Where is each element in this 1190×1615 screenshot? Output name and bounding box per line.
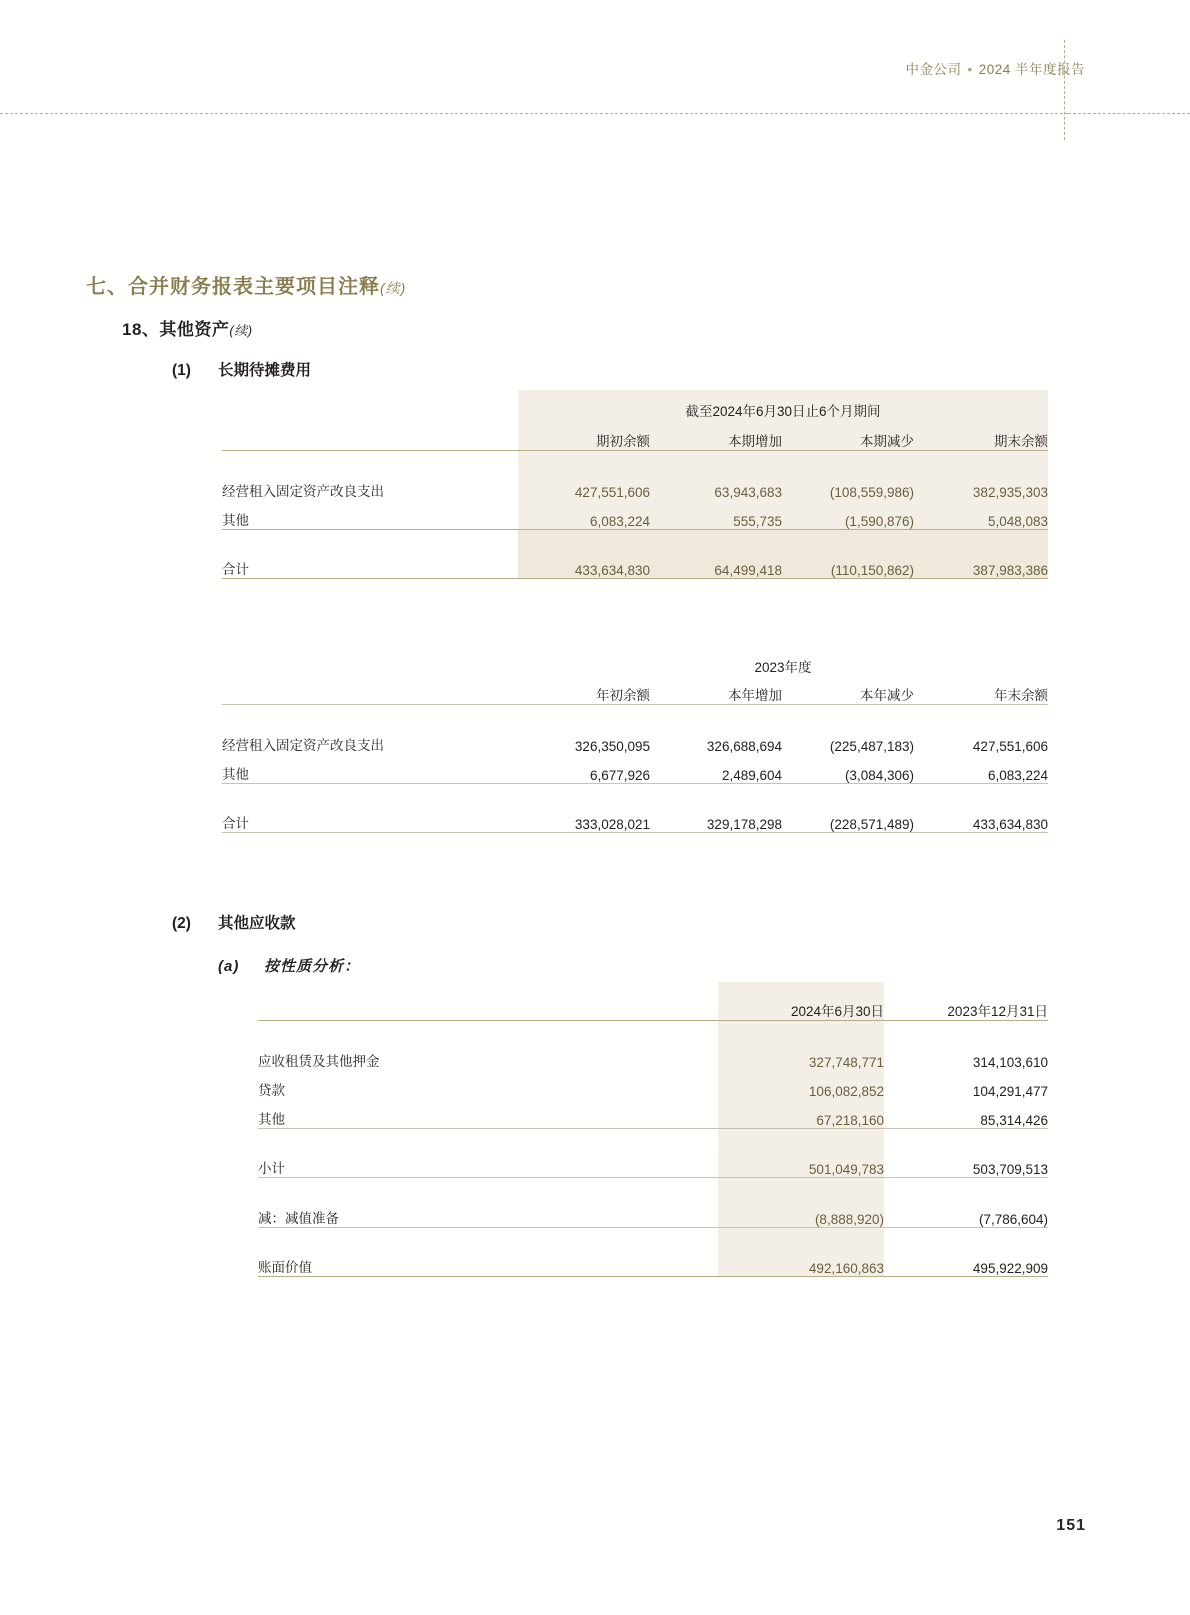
table-row — [222, 804, 1048, 833]
table1-total-val-1: 64,499,418 — [650, 550, 782, 579]
header-corner-rule — [1064, 40, 1065, 140]
table3-row-1-val-0: 106,082,852 — [718, 1070, 884, 1099]
table1-row-0-val-3: 382,935,303 — [914, 471, 1048, 500]
table3-row-2-val-0: 67,218,160 — [718, 1099, 884, 1128]
table1-row-1-val-2: (1,590,876) — [782, 500, 914, 529]
subsection-heading — [122, 315, 253, 340]
table-spacer — [222, 783, 1048, 804]
table-spacer — [222, 451, 1048, 472]
table1-span-header: 截至2024年6月30日止6个月期间 — [518, 390, 1048, 420]
table-row — [258, 1248, 1048, 1277]
table2-col-0: 年初余额 — [518, 676, 650, 705]
table2-row-1-val-3: 6,083,224 — [987, 767, 1048, 783]
table2-row-1-val-0: 6,677,926 — [589, 767, 650, 783]
header-report: 2024 半年度报告 — [978, 62, 1085, 77]
table3-carrying-label: 账面价值 — [258, 1248, 718, 1277]
table2-total-val-3: 433,634,830 — [914, 804, 1048, 833]
table3-subtotal-label: 小计 — [258, 1161, 285, 1176]
section-heading-cont: (续) — [380, 280, 407, 296]
table-row — [258, 1099, 1048, 1128]
subsection-heading-text: 18、其他资产 — [122, 320, 230, 339]
table-row — [258, 1198, 1048, 1227]
table-row — [222, 550, 1048, 579]
table2-row-0-val-2: (225,487,183) — [829, 739, 914, 754]
table2-row-1-val-1: 2,489,604 — [721, 767, 782, 783]
table2-col-2: 本年减少 — [782, 676, 914, 705]
table-row — [222, 650, 1048, 676]
table2-span-header: 2023年度 — [754, 660, 812, 675]
table1-col-0: 期初余额 — [518, 420, 650, 451]
table2-total-val-2: (228,571,489) — [782, 804, 914, 833]
table2-total-val-0: 333,028,021 — [518, 804, 650, 833]
table3-impairment-label: 减：减值准备 — [258, 1210, 339, 1226]
table-row — [222, 725, 1048, 754]
section-heading — [86, 270, 406, 299]
header-divider-right — [1068, 113, 1190, 114]
table2-col-1: 本年增加 — [650, 676, 782, 705]
item-2a-number: (a) — [218, 958, 240, 975]
header-separator: • — [967, 62, 973, 77]
table1-total-val-3: 387,983,386 — [914, 550, 1048, 579]
table2-total-val-1: 329,178,298 — [650, 804, 782, 833]
table1-total-val-0: 433,634,830 — [518, 550, 650, 579]
table1-row-0-val-2: (108,559,986) — [782, 471, 914, 500]
table1-total-label: 合计 — [222, 550, 518, 579]
page-header — [905, 58, 1085, 78]
table-row — [258, 1041, 1048, 1070]
table-row — [222, 500, 1048, 529]
table-spacer — [258, 1128, 1048, 1149]
table3-row-0-val-1: 314,103,610 — [972, 1055, 1048, 1070]
long-term-prepaid-expenses-2024-table — [222, 390, 1048, 579]
item-2a-label: 按性质分析： — [264, 958, 361, 975]
table-spacer — [258, 1227, 1048, 1248]
table1-row-1-val-3: 5,048,083 — [914, 500, 1048, 529]
table-row — [258, 982, 1048, 1021]
table3-row-1-label: 贷款 — [258, 1083, 285, 1098]
table2-row-1-val-2: (3,084,306) — [844, 767, 914, 783]
table1-total-val-2: (110,150,862) — [782, 550, 914, 579]
table-row — [258, 1149, 1048, 1178]
table-spacer — [258, 1178, 1048, 1199]
table2-row-0-val-0: 326,350,095 — [574, 739, 650, 754]
table1-col-2: 本期减少 — [782, 420, 914, 451]
other-receivables-by-nature-table — [258, 982, 1048, 1277]
table-row — [258, 1070, 1048, 1099]
table2-total-label: 合计 — [222, 804, 518, 833]
subsection-heading-cont: (续) — [229, 323, 253, 338]
header-company: 中金公司 — [905, 62, 962, 77]
table1-row-0-val-1: 63,943,683 — [650, 471, 782, 500]
table-spacer — [222, 705, 1048, 726]
table1-row-1-label: 其他 — [222, 512, 249, 528]
table3-carrying-val-1: 495,922,909 — [884, 1248, 1048, 1277]
table1-col-3: 期末余额 — [914, 420, 1048, 451]
table3-subtotal-val-0: 501,049,783 — [718, 1149, 884, 1178]
table3-carrying-val-0: 492,160,863 — [718, 1248, 884, 1277]
table2-row-0-label: 经营租入固定资产改良支出 — [222, 738, 384, 753]
item-2-number: (2) — [172, 915, 191, 932]
table3-row-2-label: 其他 — [258, 1111, 285, 1127]
table3-row-1-val-1: 104,291,477 — [972, 1084, 1048, 1099]
table1-row-0-label: 经营租入固定资产改良支出 — [222, 484, 384, 499]
table3-col-0: 2024年6月30日 — [718, 982, 884, 1021]
item-2-heading — [172, 911, 296, 933]
table3-row-0-label: 应收租赁及其他押金 — [258, 1054, 380, 1069]
table-row — [222, 420, 1048, 451]
table-spacer — [222, 529, 1048, 550]
table1-row-0-val-0: 427,551,606 — [518, 471, 650, 500]
table1-row-1-val-1: 555,735 — [650, 500, 782, 529]
table3-subtotal-val-1: 503,709,513 — [972, 1162, 1048, 1177]
section-heading-text: 七、合并财务报表主要项目注释 — [86, 276, 380, 298]
item-1-label: 长期待摊费用 — [218, 362, 312, 379]
table3-row-2-val-1: 85,314,426 — [980, 1112, 1048, 1128]
table3-impairment-val-0: (8,888,920) — [718, 1198, 884, 1227]
long-term-prepaid-expenses-2023-table — [222, 650, 1048, 833]
table3-col-1: 2023年12月31日 — [884, 982, 1048, 1021]
table-row — [222, 754, 1048, 783]
table2-row-0-val-1: 326,688,694 — [706, 739, 782, 754]
page-number: 151 — [1056, 1517, 1086, 1534]
table2-col-3: 年末余额 — [914, 676, 1048, 705]
table-row — [222, 471, 1048, 500]
item-2a-heading — [218, 955, 360, 976]
table2-row-1-label: 其他 — [222, 766, 249, 782]
table-row — [222, 676, 1048, 705]
table-spacer — [258, 1021, 1048, 1042]
table2-row-0-val-3: 427,551,606 — [972, 739, 1048, 754]
table1-row-1-val-0: 6,083,224 — [518, 500, 650, 529]
table-row — [222, 390, 1048, 420]
table1-col-1: 本期增加 — [650, 420, 782, 451]
item-2-label: 其他应收款 — [218, 915, 296, 932]
header-divider — [0, 113, 1068, 114]
item-1-number: (1) — [172, 362, 191, 379]
item-1-heading — [172, 358, 311, 380]
table3-impairment-val-1: (7,786,604) — [978, 1211, 1048, 1227]
table3-row-0-val-0: 327,748,771 — [718, 1041, 884, 1070]
